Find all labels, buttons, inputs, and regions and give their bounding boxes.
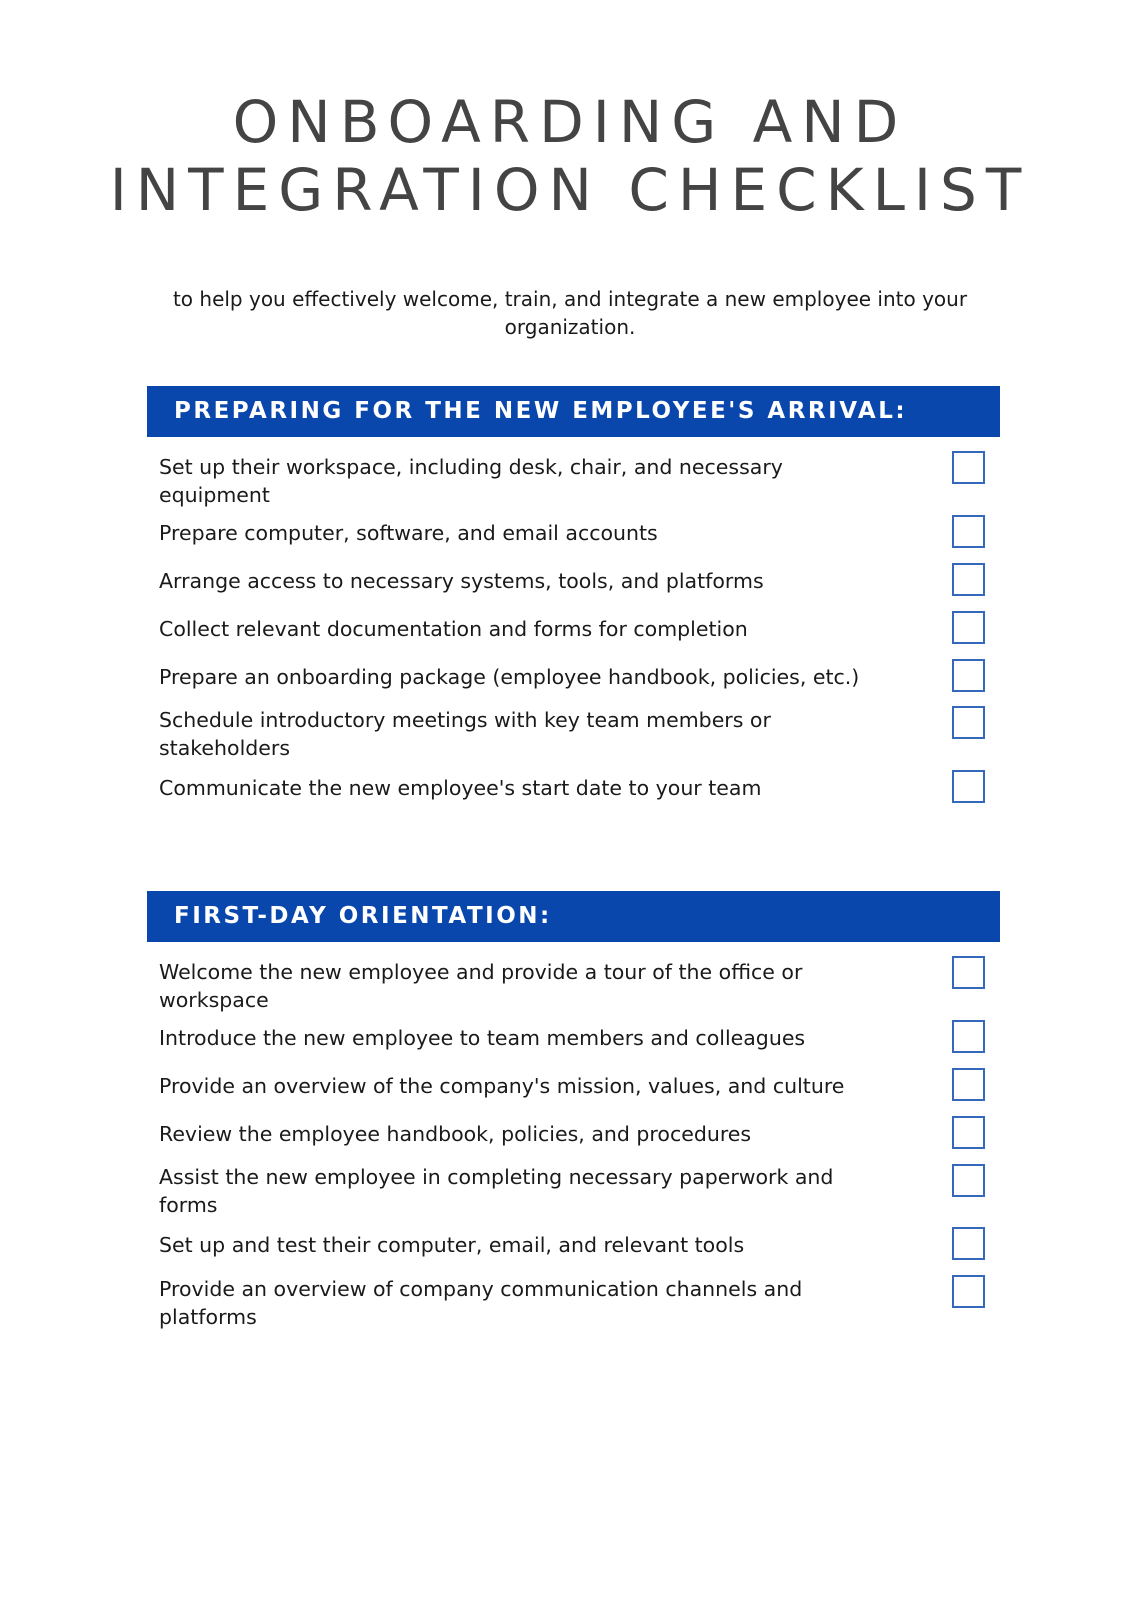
checklist-item-text: Prepare an onboarding package (employee handbook, policies, etc.)	[159, 665, 860, 689]
checkbox[interactable]	[952, 1227, 985, 1260]
checklist-item-text: Review the employee handbook, policies, and procedures	[159, 1122, 752, 1146]
checkbox[interactable]	[952, 451, 985, 484]
checkbox[interactable]	[952, 1020, 985, 1053]
checklist-item-text: Arrange access to necessary systems, tools, and platforms	[159, 569, 764, 593]
title-line-1: ONBOARDING AND	[232, 88, 908, 156]
checkbox[interactable]	[952, 956, 985, 989]
checklist-item-text: Introduce the new employee to team members and colleagues	[159, 1026, 806, 1050]
page-title	[0, 88, 1140, 224]
checkbox[interactable]	[952, 1116, 985, 1149]
checklist-item-text: Schedule introductory meetings with key team members or stakeholders	[159, 708, 771, 760]
checklist-item-text: Prepare computer, software, and email accounts	[159, 521, 658, 545]
checkbox[interactable]	[952, 563, 985, 596]
checklist-item-text: Collect relevant documentation and forms for completion	[159, 617, 748, 641]
checklist-item-text: Communicate the new employee's start date to your team	[159, 776, 762, 800]
checkbox[interactable]	[952, 770, 985, 803]
section-preparing-arrival	[147, 386, 1000, 800]
checklist-item-text: Provide an overview of company communication channels and platforms	[159, 1277, 803, 1329]
checkbox[interactable]	[952, 1275, 985, 1308]
checklist-item-text: Welcome the new employee and provide a tour of the office or workspace	[159, 960, 803, 1012]
checklist-item-text: Assist the new employee in completing necessary paperwork and forms	[159, 1165, 834, 1217]
checkbox[interactable]	[952, 1164, 985, 1197]
checkbox[interactable]	[952, 1068, 985, 1101]
checklist-item-text: Set up their workspace, including desk, chair, and necessary equipment	[159, 455, 783, 507]
page-subtitle: to help you effectively welcome, train, and integrate a new employee into your organization.	[172, 287, 968, 339]
checkbox[interactable]	[952, 611, 985, 644]
section-heading: FIRST-DAY ORIENTATION:	[147, 891, 1000, 942]
checkbox[interactable]	[952, 515, 985, 548]
checklist-item-text: Provide an overview of the company's mission, values, and culture	[159, 1074, 845, 1098]
checkbox[interactable]	[952, 706, 985, 739]
title-line-2: INTEGRATION CHECKLIST	[109, 156, 1031, 224]
section-heading: PREPARING FOR THE NEW EMPLOYEE'S ARRIVAL:	[147, 386, 1000, 437]
section-first-day-orientation	[147, 891, 1000, 1329]
checklist-item-text: Set up and test their computer, email, and relevant tools	[159, 1233, 745, 1257]
checkbox[interactable]	[952, 659, 985, 692]
